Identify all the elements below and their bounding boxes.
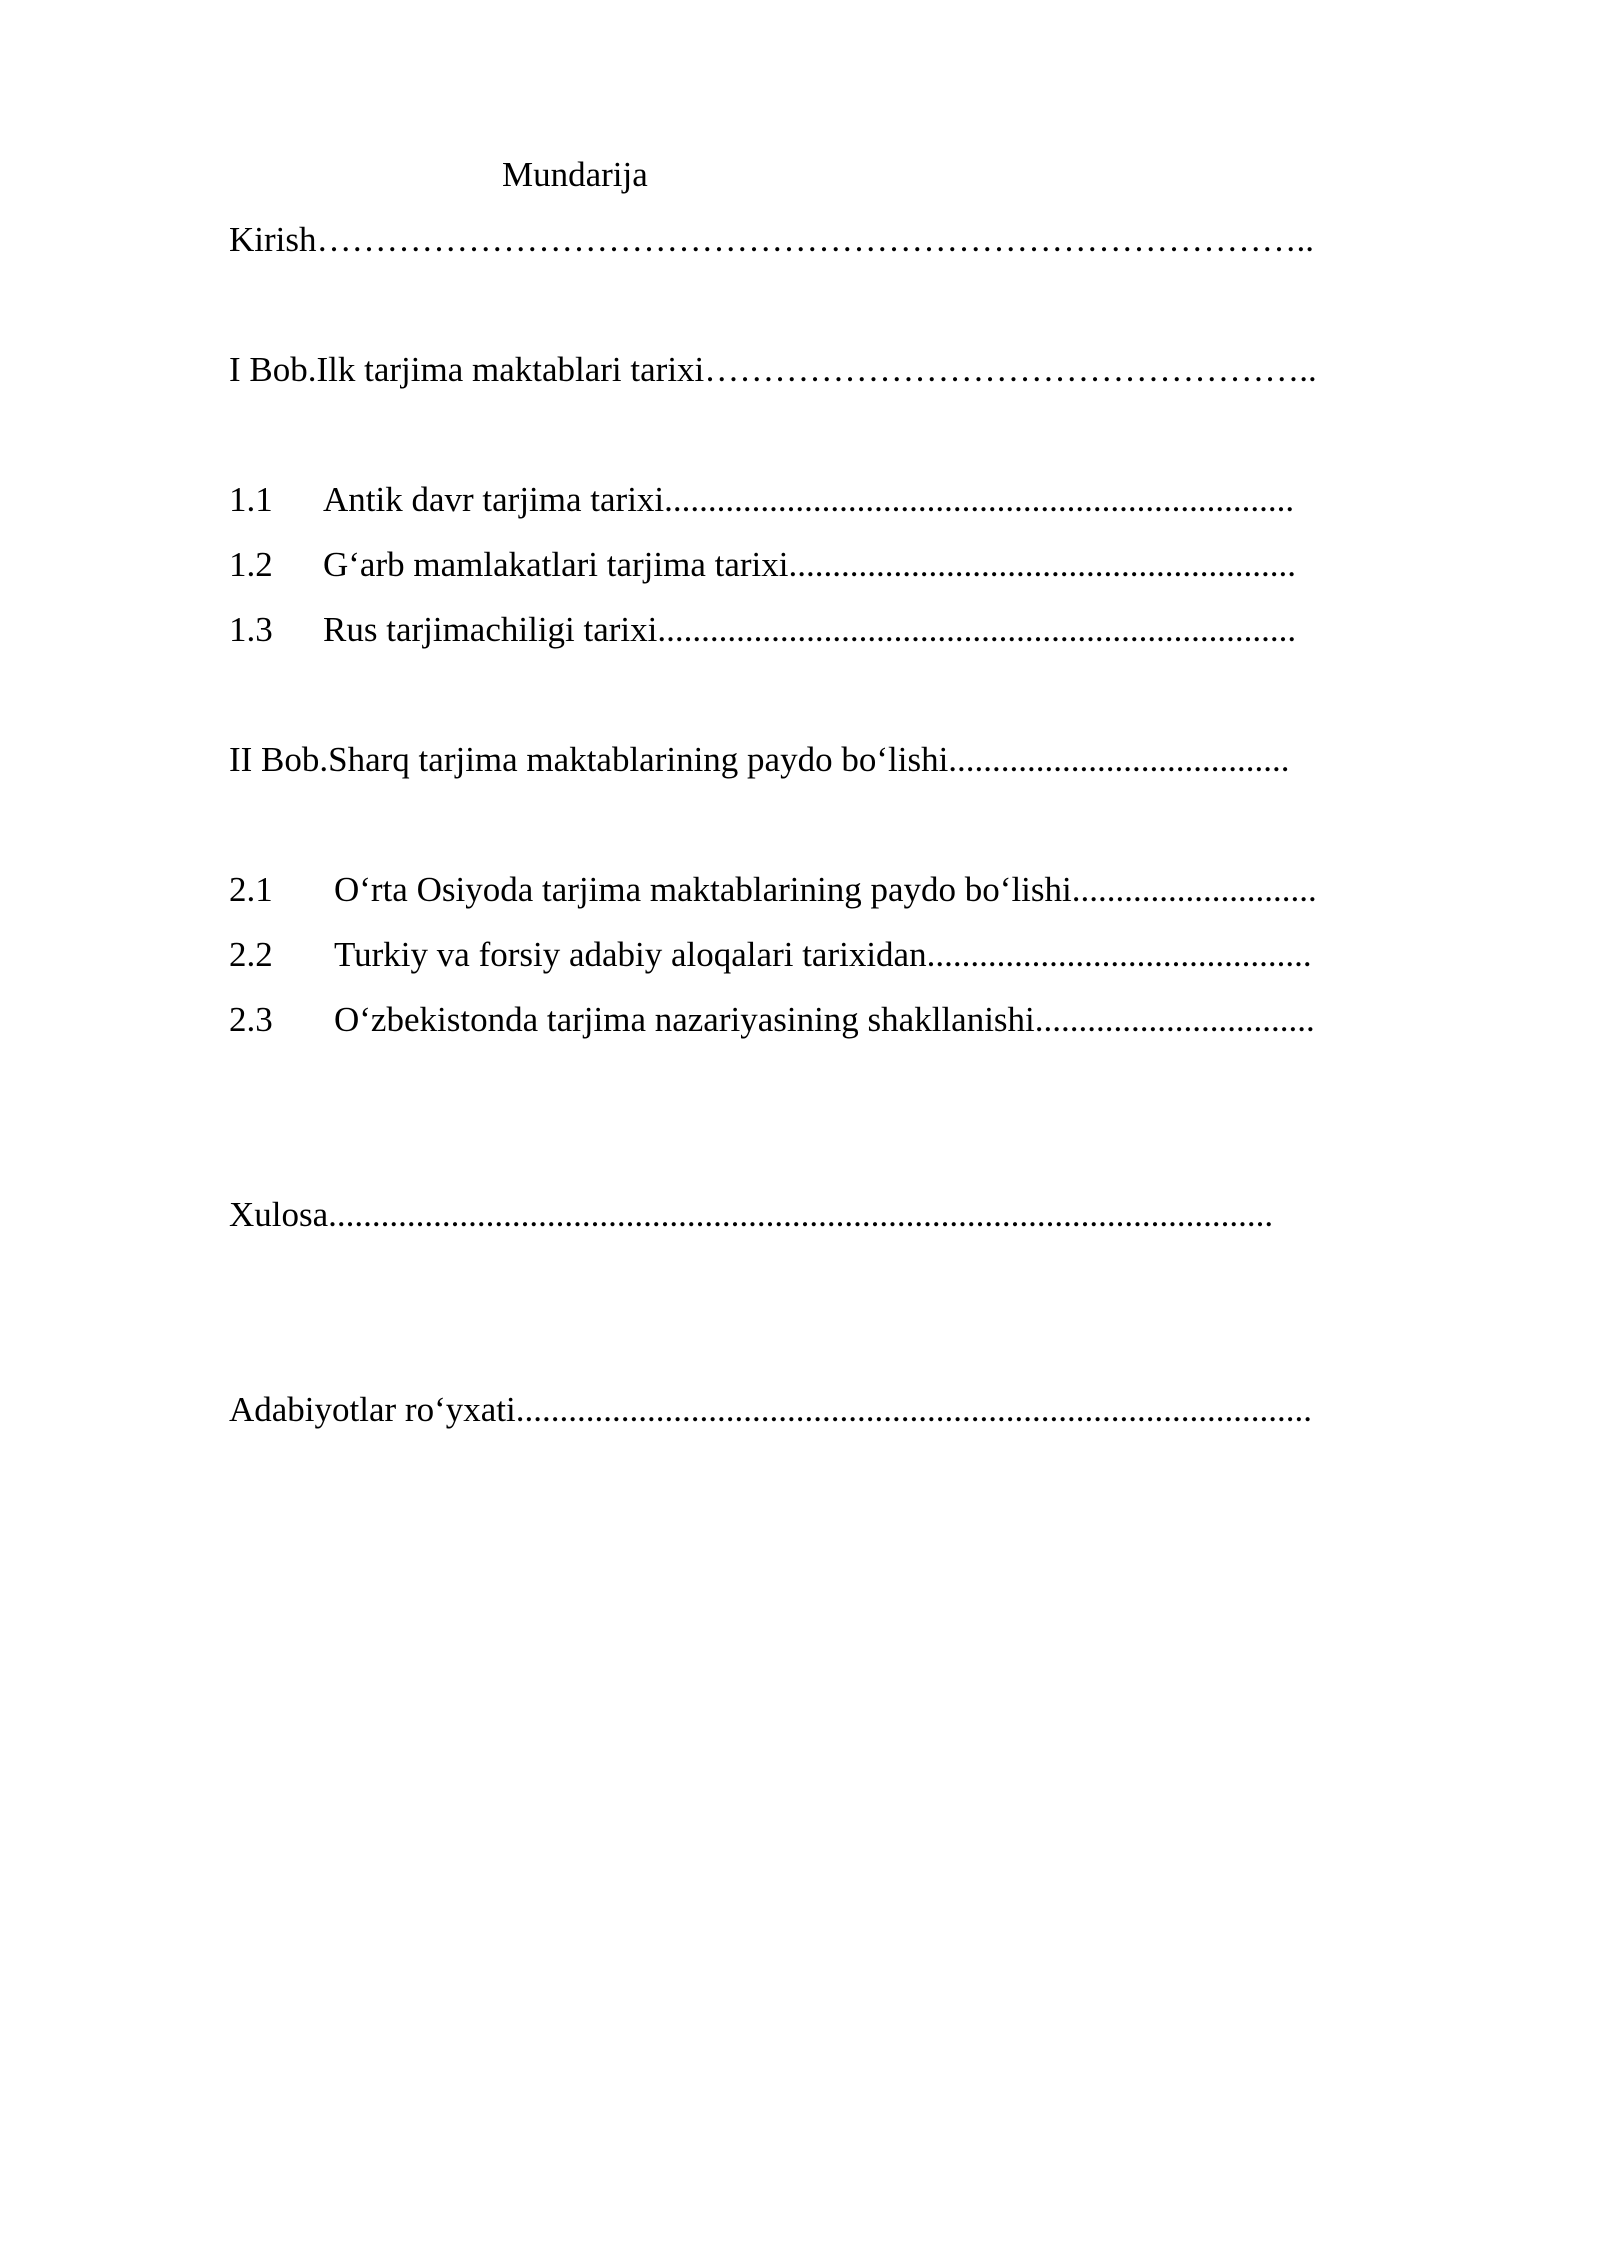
toc-entry-1-2 (229, 545, 1296, 585)
toc-entry-adabiyotlar: Adabiyotlar ro‘yxati........................................................................................... (229, 1390, 1312, 1429)
toc-entry-label: Antik davr tarjima tarixi........................................................................ (323, 480, 1295, 519)
toc-entry-number: 2.2 (229, 935, 273, 974)
toc-entry-kirish: Kirish………………………………………………………………………….. (229, 220, 1314, 259)
toc-entry-2-1 (229, 870, 1317, 910)
toc-entry-label: O‘rta Osiyoda tarjima maktablarining paydo bo‘lishi............................ (334, 870, 1317, 909)
toc-entry-label: Rus tarjimachiligi tarixi......................................................................... (323, 610, 1297, 649)
toc-entry-number: 2.1 (229, 870, 273, 909)
toc-entry-number: 1.3 (229, 610, 273, 649)
page-title: Mundarija (502, 155, 648, 194)
toc-entry-label: G‘arb mamlakatlari tarjima tarixi.......................................................... (323, 545, 1296, 584)
toc-entry-label: O‘zbekistonda tarjima nazariyasining shakllanishi................................ (334, 1000, 1315, 1039)
toc-entry-xulosa: Xulosa............................................................................................................ (229, 1195, 1274, 1234)
toc-entry-number: 1.1 (229, 480, 273, 519)
toc-entry-number: 1.2 (229, 545, 273, 584)
toc-entry-chapter-1: I Bob.Ilk tarjima maktablari tarixi…………………………………………….. (229, 350, 1317, 389)
toc-entry-label: Turkiy va forsiy adabiy aloqalari tarixidan............................................ (334, 935, 1312, 974)
toc-entry-number: 2.3 (229, 1000, 273, 1039)
toc-entry-chapter-2: II Bob.Sharq tarjima maktablarining paydo bo‘lishi....................................... (229, 740, 1290, 779)
toc-entry-1-1 (229, 480, 1294, 520)
toc-entry-2-3 (229, 1000, 1315, 1040)
toc-entry-1-3 (229, 610, 1296, 650)
toc-entry-2-2 (229, 935, 1312, 975)
